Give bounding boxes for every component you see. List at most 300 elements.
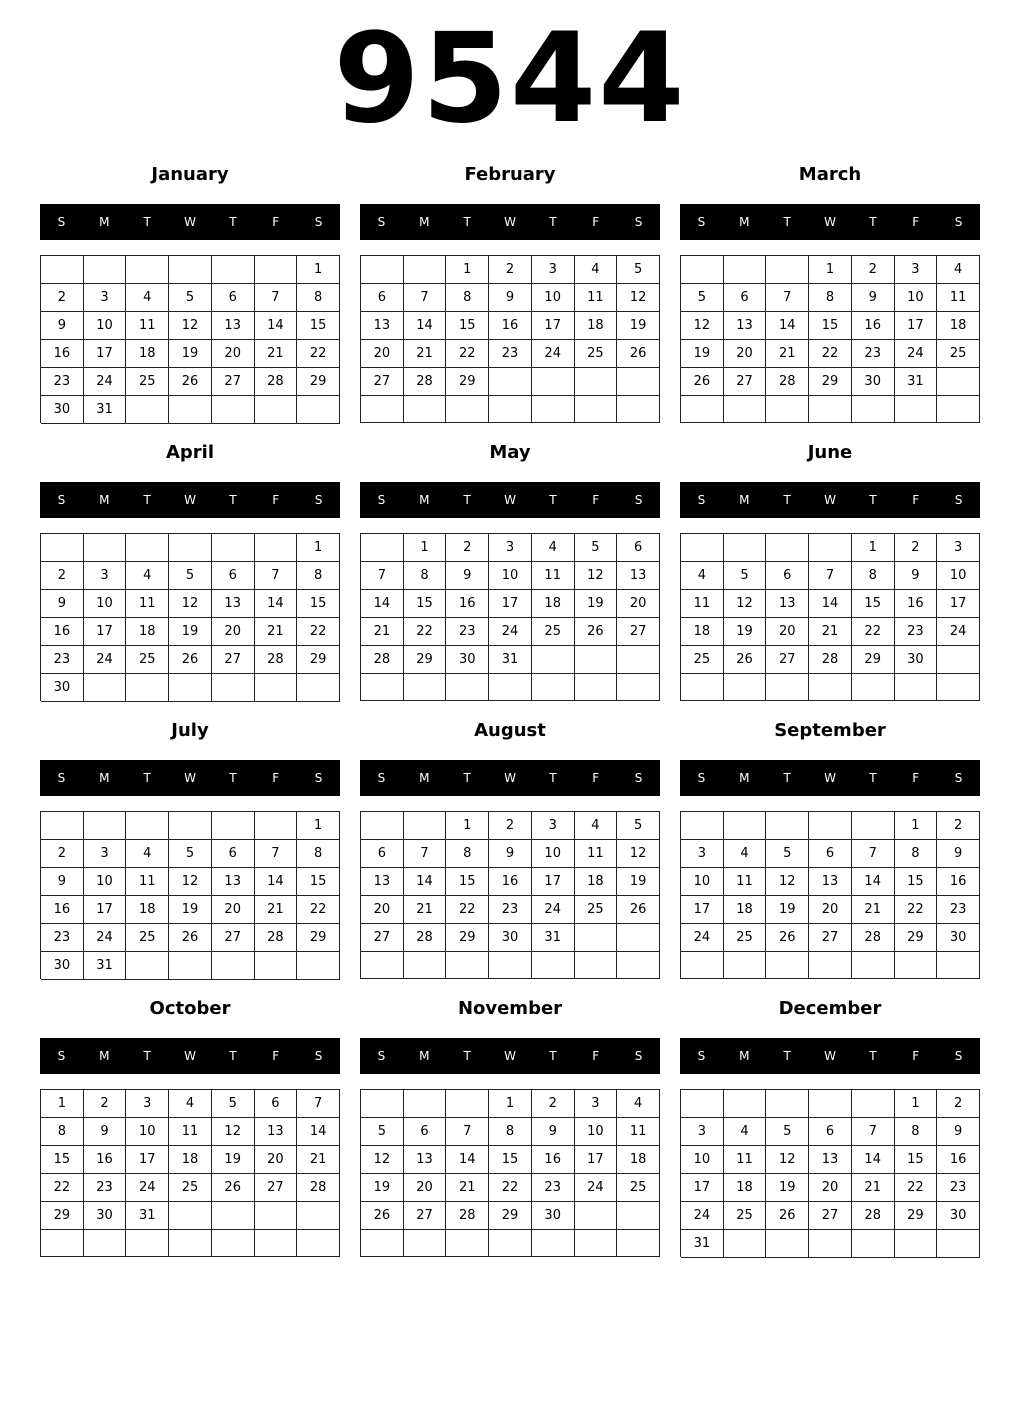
weekday-label: M (99, 215, 110, 229)
day-cell: 11 (169, 1118, 212, 1146)
day-cell: 10 (895, 284, 938, 312)
day-cell: 1 (809, 256, 852, 284)
day-cell: 17 (84, 896, 127, 924)
day-cell: 25 (724, 1202, 767, 1230)
day-cell: 15 (297, 590, 340, 618)
weekday-label: F (912, 771, 920, 785)
empty-day-cell (532, 674, 575, 701)
weekday-label: F (272, 771, 280, 785)
empty-day-cell (617, 646, 660, 674)
day-cell: 11 (724, 868, 767, 896)
day-cell: 19 (169, 340, 212, 368)
day-cell: 24 (681, 1202, 724, 1230)
empty-day-cell (212, 256, 255, 284)
day-cell: 20 (809, 1174, 852, 1202)
empty-day-cell (169, 674, 212, 702)
empty-day-cell (297, 674, 340, 702)
weekday-header (40, 204, 340, 240)
day-cell: 4 (724, 840, 767, 868)
weekday-label: T (229, 493, 237, 507)
day-cell: 16 (532, 1146, 575, 1174)
day-cell: 5 (169, 284, 212, 312)
empty-day-cell (126, 534, 169, 562)
day-cell: 15 (297, 868, 340, 896)
day-cell: 3 (532, 812, 575, 840)
empty-day-cell (126, 256, 169, 284)
day-cell: 14 (404, 312, 447, 340)
day-cell: 30 (41, 674, 84, 702)
empty-day-cell (41, 812, 84, 840)
day-cell: 26 (212, 1174, 255, 1202)
empty-day-cell (212, 674, 255, 702)
day-cell: 22 (489, 1174, 532, 1202)
weekday-label: S (697, 1049, 706, 1063)
day-cell: 15 (895, 1146, 938, 1174)
empty-day-cell (446, 396, 489, 423)
day-cell: 9 (84, 1118, 127, 1146)
day-cell: 3 (489, 534, 532, 562)
day-cell: 27 (361, 924, 404, 952)
day-cell: 17 (489, 590, 532, 618)
weekday-header (40, 760, 340, 796)
empty-day-cell (809, 534, 852, 562)
day-cell: 1 (41, 1090, 84, 1118)
day-cell: 18 (532, 590, 575, 618)
weekday-label: S (377, 493, 386, 507)
day-cell: 13 (212, 868, 255, 896)
month-name: November (457, 998, 563, 1019)
weekday-label: W (504, 493, 516, 507)
weekday-label: T (143, 1049, 151, 1063)
weekday-label: S (314, 771, 323, 785)
day-cell: 9 (852, 284, 895, 312)
day-cell: 8 (297, 562, 340, 590)
month-name: October (149, 998, 231, 1019)
day-cell: 9 (41, 590, 84, 618)
day-cell: 21 (255, 618, 298, 646)
weekday-label: F (592, 1049, 600, 1063)
day-cell: 23 (41, 368, 84, 396)
day-cell: 18 (575, 312, 618, 340)
day-cell: 26 (169, 646, 212, 674)
empty-day-cell (724, 1090, 767, 1118)
day-cell: 9 (41, 312, 84, 340)
empty-day-cell (126, 396, 169, 424)
day-cell: 8 (297, 840, 340, 868)
day-cell: 25 (532, 618, 575, 646)
day-cell: 24 (575, 1174, 618, 1202)
day-cell: 13 (809, 868, 852, 896)
weekday-header (40, 482, 340, 518)
day-cell: 25 (575, 340, 618, 368)
day-cell: 27 (617, 618, 660, 646)
empty-day-cell (489, 1230, 532, 1257)
day-cell: 26 (169, 368, 212, 396)
day-cell: 30 (937, 1202, 980, 1230)
empty-day-cell (617, 952, 660, 979)
weekday-label: S (954, 215, 963, 229)
empty-day-cell (126, 952, 169, 980)
day-cell: 9 (532, 1118, 575, 1146)
empty-day-cell (575, 952, 618, 979)
day-cell: 17 (575, 1146, 618, 1174)
empty-day-cell (126, 1230, 169, 1257)
year-title: 9544 (333, 7, 687, 151)
empty-day-cell (169, 812, 212, 840)
day-cell: 17 (532, 312, 575, 340)
empty-day-cell (681, 396, 724, 423)
month-name: January (151, 164, 229, 185)
empty-day-cell (575, 1230, 618, 1257)
day-cell: 13 (212, 590, 255, 618)
day-cell: 2 (84, 1090, 127, 1118)
day-grid (360, 533, 660, 701)
day-cell: 29 (446, 924, 489, 952)
day-cell: 29 (852, 646, 895, 674)
day-cell: 24 (681, 924, 724, 952)
weekday-label: S (57, 493, 66, 507)
empty-day-cell (852, 952, 895, 979)
day-cell: 21 (404, 896, 447, 924)
day-cell: 13 (212, 312, 255, 340)
day-cell: 16 (852, 312, 895, 340)
day-cell: 13 (404, 1146, 447, 1174)
day-cell: 15 (446, 868, 489, 896)
empty-day-cell (575, 1202, 618, 1230)
empty-day-cell (937, 646, 980, 674)
day-cell: 22 (404, 618, 447, 646)
empty-day-cell (937, 396, 980, 423)
empty-day-cell (766, 812, 809, 840)
day-cell: 21 (809, 618, 852, 646)
day-cell: 18 (169, 1146, 212, 1174)
day-cell: 10 (84, 312, 127, 340)
weekday-label: F (592, 493, 600, 507)
empty-day-cell (724, 256, 767, 284)
day-cell: 20 (255, 1146, 298, 1174)
day-cell: 3 (895, 256, 938, 284)
day-cell: 11 (575, 284, 618, 312)
day-cell: 4 (724, 1118, 767, 1146)
weekday-label: S (697, 215, 706, 229)
empty-day-cell (724, 812, 767, 840)
day-cell: 24 (84, 924, 127, 952)
day-cell: 4 (937, 256, 980, 284)
day-cell: 5 (169, 562, 212, 590)
empty-day-cell (169, 1202, 212, 1230)
day-cell: 5 (169, 840, 212, 868)
weekday-label: F (272, 1049, 280, 1063)
weekday-label: T (549, 215, 557, 229)
day-cell: 20 (212, 340, 255, 368)
day-cell: 14 (852, 868, 895, 896)
empty-day-cell (852, 812, 895, 840)
day-cell: 15 (809, 312, 852, 340)
day-cell: 26 (617, 340, 660, 368)
day-cell: 16 (937, 1146, 980, 1174)
weekday-label: M (419, 493, 430, 507)
day-cell: 25 (617, 1174, 660, 1202)
empty-day-cell (724, 534, 767, 562)
day-cell: 5 (681, 284, 724, 312)
day-cell: 9 (446, 562, 489, 590)
day-cell: 2 (41, 840, 84, 868)
empty-day-cell (809, 396, 852, 423)
day-grid (680, 533, 980, 701)
day-cell: 30 (489, 924, 532, 952)
day-cell: 9 (937, 1118, 980, 1146)
day-cell: 5 (212, 1090, 255, 1118)
day-cell: 15 (489, 1146, 532, 1174)
empty-day-cell (532, 646, 575, 674)
month-name: August (474, 720, 546, 741)
day-cell: 30 (532, 1202, 575, 1230)
day-cell: 6 (255, 1090, 298, 1118)
day-cell: 17 (937, 590, 980, 618)
empty-day-cell (41, 1230, 84, 1257)
day-cell: 23 (937, 896, 980, 924)
day-cell: 14 (404, 868, 447, 896)
day-grid (40, 1089, 340, 1257)
day-cell: 6 (361, 840, 404, 868)
weekday-header (680, 1038, 980, 1074)
empty-day-cell (809, 952, 852, 979)
day-cell: 11 (724, 1146, 767, 1174)
weekday-label: T (869, 493, 877, 507)
day-cell: 16 (895, 590, 938, 618)
weekday-header (360, 1038, 660, 1074)
empty-day-cell (169, 534, 212, 562)
day-cell: 30 (41, 952, 84, 980)
weekday-label: F (912, 1049, 920, 1063)
empty-day-cell (617, 396, 660, 423)
weekday-header (360, 482, 660, 518)
weekday-header (680, 760, 980, 796)
empty-day-cell (212, 396, 255, 424)
empty-day-cell (212, 1230, 255, 1257)
weekday-label: S (634, 215, 643, 229)
day-cell: 1 (852, 534, 895, 562)
weekday-label: S (314, 1049, 323, 1063)
day-cell: 11 (126, 312, 169, 340)
day-cell: 14 (766, 312, 809, 340)
day-cell: 13 (766, 590, 809, 618)
empty-day-cell (361, 952, 404, 979)
weekday-label: F (272, 493, 280, 507)
day-cell: 1 (446, 256, 489, 284)
weekday-label: T (869, 1049, 877, 1063)
weekday-label: F (592, 215, 600, 229)
empty-day-cell (681, 1090, 724, 1118)
empty-day-cell (297, 1202, 340, 1230)
day-cell: 21 (852, 896, 895, 924)
empty-day-cell (169, 1230, 212, 1257)
day-cell: 19 (361, 1174, 404, 1202)
weekday-header (680, 204, 980, 240)
empty-day-cell (617, 1230, 660, 1257)
day-cell: 2 (41, 562, 84, 590)
day-cell: 2 (41, 284, 84, 312)
day-cell: 31 (489, 646, 532, 674)
day-cell: 20 (404, 1174, 447, 1202)
weekday-label: T (783, 215, 791, 229)
weekday-header (40, 1038, 340, 1074)
weekday-label: T (229, 215, 237, 229)
day-cell: 6 (724, 284, 767, 312)
day-grid (680, 1089, 980, 1257)
empty-day-cell (489, 368, 532, 396)
day-cell: 30 (852, 368, 895, 396)
day-cell: 29 (297, 368, 340, 396)
day-cell: 27 (809, 1202, 852, 1230)
day-cell: 24 (532, 896, 575, 924)
day-cell: 8 (41, 1118, 84, 1146)
empty-day-cell (84, 534, 127, 562)
empty-day-cell (766, 674, 809, 701)
day-cell: 10 (937, 562, 980, 590)
weekday-label: T (229, 771, 237, 785)
day-cell: 10 (532, 840, 575, 868)
day-cell: 28 (255, 368, 298, 396)
day-cell: 7 (255, 840, 298, 868)
day-cell: 7 (404, 284, 447, 312)
empty-day-cell (446, 1090, 489, 1118)
month-name: July (171, 720, 209, 741)
day-cell: 12 (169, 868, 212, 896)
day-cell: 10 (681, 1146, 724, 1174)
day-cell: 27 (766, 646, 809, 674)
weekday-label: S (954, 493, 963, 507)
day-grid (360, 255, 660, 423)
day-cell: 19 (681, 340, 724, 368)
day-cell: 14 (446, 1146, 489, 1174)
day-cell: 1 (489, 1090, 532, 1118)
empty-day-cell (404, 952, 447, 979)
day-cell: 3 (84, 840, 127, 868)
day-cell: 22 (446, 896, 489, 924)
empty-day-cell (575, 396, 618, 423)
day-cell: 14 (297, 1118, 340, 1146)
day-cell: 29 (297, 924, 340, 952)
day-cell: 11 (617, 1118, 660, 1146)
day-cell: 22 (809, 340, 852, 368)
weekday-label: S (377, 1049, 386, 1063)
day-cell: 9 (489, 284, 532, 312)
empty-day-cell (575, 646, 618, 674)
day-cell: 19 (617, 868, 660, 896)
day-cell: 16 (489, 868, 532, 896)
empty-day-cell (255, 256, 298, 284)
day-cell: 13 (724, 312, 767, 340)
day-cell: 10 (575, 1118, 618, 1146)
day-cell: 10 (84, 590, 127, 618)
day-cell: 16 (41, 896, 84, 924)
empty-day-cell (937, 368, 980, 396)
empty-day-cell (255, 674, 298, 702)
empty-day-cell (681, 534, 724, 562)
day-cell: 12 (575, 562, 618, 590)
month-name: December (778, 998, 882, 1019)
day-cell: 11 (126, 590, 169, 618)
empty-day-cell (766, 952, 809, 979)
weekday-label: S (314, 215, 323, 229)
day-cell: 22 (895, 1174, 938, 1202)
day-cell: 3 (532, 256, 575, 284)
weekday-label: W (824, 771, 836, 785)
day-cell: 4 (169, 1090, 212, 1118)
day-cell: 14 (255, 868, 298, 896)
empty-day-cell (532, 1230, 575, 1257)
day-cell: 10 (681, 868, 724, 896)
day-cell: 24 (895, 340, 938, 368)
day-cell: 14 (852, 1146, 895, 1174)
day-cell: 12 (361, 1146, 404, 1174)
day-cell: 17 (84, 340, 127, 368)
day-cell: 18 (126, 896, 169, 924)
day-cell: 7 (852, 840, 895, 868)
empty-day-cell (575, 368, 618, 396)
empty-day-cell (212, 534, 255, 562)
day-cell: 23 (852, 340, 895, 368)
empty-day-cell (681, 952, 724, 979)
empty-day-cell (404, 674, 447, 701)
day-cell: 22 (297, 340, 340, 368)
day-cell: 2 (489, 256, 532, 284)
day-cell: 6 (766, 562, 809, 590)
day-cell: 28 (766, 368, 809, 396)
weekday-label: W (824, 1049, 836, 1063)
day-cell: 2 (532, 1090, 575, 1118)
day-cell: 4 (617, 1090, 660, 1118)
month-name: May (489, 442, 531, 463)
weekday-label: F (592, 771, 600, 785)
empty-day-cell (446, 952, 489, 979)
empty-day-cell (766, 534, 809, 562)
day-cell: 7 (255, 284, 298, 312)
day-cell: 13 (255, 1118, 298, 1146)
day-cell: 7 (852, 1118, 895, 1146)
weekday-label: W (504, 1049, 516, 1063)
day-cell: 1 (297, 534, 340, 562)
day-cell: 1 (446, 812, 489, 840)
day-cell: 17 (681, 1174, 724, 1202)
day-grid (360, 1089, 660, 1257)
empty-day-cell (681, 256, 724, 284)
day-cell: 30 (446, 646, 489, 674)
day-cell: 20 (809, 896, 852, 924)
day-cell: 26 (575, 618, 618, 646)
weekday-label: W (824, 215, 836, 229)
day-cell: 4 (126, 284, 169, 312)
day-cell: 4 (126, 840, 169, 868)
weekday-label: M (419, 771, 430, 785)
empty-day-cell (617, 924, 660, 952)
weekday-label: S (314, 493, 323, 507)
empty-day-cell (404, 1230, 447, 1257)
weekday-label: M (419, 1049, 430, 1063)
day-cell: 5 (617, 812, 660, 840)
day-cell: 8 (297, 284, 340, 312)
day-cell: 11 (937, 284, 980, 312)
weekday-label: T (143, 215, 151, 229)
day-cell: 10 (532, 284, 575, 312)
weekday-label: T (229, 1049, 237, 1063)
empty-day-cell (41, 534, 84, 562)
day-cell: 10 (126, 1118, 169, 1146)
day-cell: 16 (41, 340, 84, 368)
day-cell: 8 (489, 1118, 532, 1146)
empty-day-cell (404, 396, 447, 423)
